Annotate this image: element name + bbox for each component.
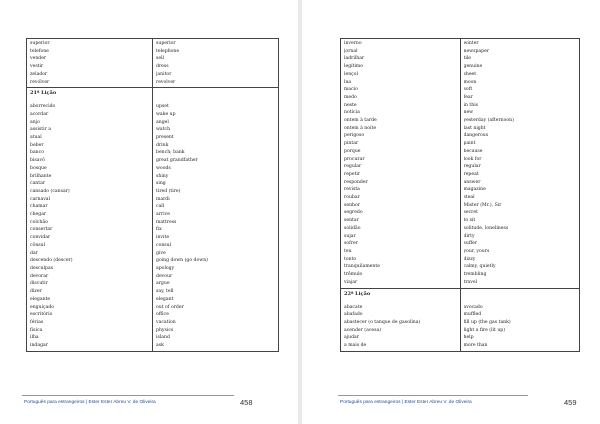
- english-word-list: [156, 103, 275, 350]
- portuguese-word: escritório: [30, 312, 53, 318]
- portuguese-word: assistir a: [30, 127, 51, 133]
- english-word: dirty: [463, 233, 475, 239]
- table-row: [341, 288, 580, 351]
- portuguese-word: enguiçado: [30, 304, 55, 310]
- english-word: soft: [463, 87, 473, 93]
- english-word: say, tell: [156, 289, 174, 295]
- english-word-list: [464, 304, 577, 350]
- footer-divider: [338, 395, 528, 396]
- english-word: answer: [463, 179, 481, 185]
- portuguese-word: jornal: [344, 48, 358, 54]
- page-number: 458: [240, 398, 253, 407]
- portuguese-word: dar: [30, 250, 38, 256]
- portuguese-word: segredo: [344, 210, 363, 216]
- english-word: look for: [463, 156, 482, 162]
- portuguese-word: discutir: [30, 281, 48, 287]
- english-word: regular: [463, 164, 481, 170]
- english-word: call: [156, 204, 165, 210]
- english-word: genuine: [463, 64, 483, 70]
- english-word: muffled: [463, 312, 482, 318]
- portuguese-word: ontem à tarde: [344, 118, 377, 124]
- portuguese-word: anjo: [30, 119, 40, 125]
- portuguese-word: zelador: [30, 71, 48, 77]
- portuguese-word: senhor: [344, 202, 360, 208]
- portuguese-word: abafado: [344, 312, 363, 318]
- english-word: revolver: [156, 79, 176, 85]
- portuguese-word: devorar: [30, 273, 49, 279]
- portuguese-word: férias: [30, 319, 44, 325]
- english-word: out of order: [156, 304, 184, 310]
- english-word: winter: [463, 41, 479, 46]
- vocabulary-table-right: [340, 38, 580, 352]
- portuguese-word-list: [30, 103, 149, 350]
- english-word: sing: [156, 181, 166, 187]
- english-words-cell: [153, 39, 279, 88]
- english-word: ask: [156, 343, 164, 349]
- english-word: apology: [156, 265, 175, 271]
- portuguese-word: viajar: [344, 279, 358, 285]
- portuguese-word: chamar: [30, 204, 48, 210]
- portuguese-word: medo: [344, 94, 357, 100]
- portuguese-word: aborrecido: [30, 104, 56, 110]
- portuguese-word: roubar: [344, 195, 360, 201]
- english-word: island: [156, 335, 170, 341]
- english-word: arrive: [156, 212, 170, 218]
- english-word: great grandfather: [156, 158, 198, 164]
- portuguese-word: revólver: [30, 79, 50, 85]
- portuguese-word: ajudar: [344, 335, 359, 341]
- english-word: fear: [463, 94, 473, 100]
- english-word: physics: [156, 327, 174, 333]
- portuguese-word: sofrer: [344, 241, 358, 247]
- english-word: present: [156, 135, 174, 141]
- portuguese-word: consertar: [30, 227, 53, 233]
- portuguese-word: chegar: [30, 212, 47, 218]
- english-word: trembling: [463, 272, 487, 278]
- english-word: new: [463, 110, 474, 116]
- portuguese-word: desculpas: [30, 265, 54, 271]
- english-word: to sit: [463, 218, 476, 224]
- english-word: light a fire (lit up): [463, 327, 506, 333]
- portuguese-words-cell: [27, 39, 153, 88]
- portuguese-word: elegante: [30, 296, 51, 302]
- english-word: upset: [156, 104, 169, 110]
- portuguese-word: responder: [344, 179, 368, 185]
- english-word: avocado: [463, 304, 483, 310]
- portuguese-word: ladrilhar: [344, 56, 365, 62]
- portuguese-word: revista: [344, 187, 360, 193]
- english-word: dizzy: [463, 256, 476, 262]
- table-row: [341, 39, 580, 289]
- portuguese-word: indagar: [30, 343, 48, 349]
- page-left: [0, 0, 298, 424]
- lesson-cell-english: [153, 88, 279, 352]
- portuguese-word: dizer: [30, 289, 42, 295]
- english-word: argue: [156, 281, 170, 287]
- portuguese-word: superior: [30, 41, 50, 46]
- portuguese-word: lua: [344, 79, 352, 85]
- portuguese-word: trêmulo: [344, 272, 363, 278]
- portuguese-word: física: [30, 327, 43, 333]
- english-words-cell: [460, 39, 580, 289]
- english-word: superior: [156, 41, 176, 46]
- portuguese-word: brilhante: [30, 173, 52, 179]
- english-word: steal: [463, 195, 475, 201]
- portuguese-word: macio: [344, 87, 358, 93]
- footer-text: Português para estrangeiros | Ester Ester Abreu V. de Oliveira: [24, 400, 156, 405]
- portuguese-word: descendo (descer): [30, 258, 73, 264]
- english-word: tired (tire): [156, 188, 181, 194]
- footer-divider: [22, 395, 234, 396]
- english-word: because: [463, 148, 483, 154]
- english-word: wake up: [156, 111, 176, 117]
- portuguese-word-list: [344, 304, 457, 350]
- portuguese-word: ilha: [30, 335, 39, 341]
- english-word: sheet: [463, 71, 477, 77]
- portuguese-word: a mais de: [344, 343, 367, 349]
- lesson-cell-portuguese: [27, 88, 153, 352]
- portuguese-word: atual: [30, 135, 42, 141]
- portuguese-word: ontem à noite: [344, 125, 377, 131]
- page-number: 459: [564, 398, 577, 407]
- lesson-title: 21ª Lição: [30, 90, 57, 97]
- table-row: [27, 39, 279, 88]
- english-word: vacation: [156, 319, 176, 325]
- portuguese-word: carnaval: [30, 196, 51, 202]
- english-word: yesterday (afternoon): [463, 118, 514, 124]
- english-word: consul: [156, 242, 172, 248]
- english-word: drink: [156, 142, 169, 148]
- english-word: elegant: [156, 296, 174, 302]
- english-word: fix: [156, 227, 162, 233]
- portuguese-word: bosque: [30, 165, 47, 171]
- english-word: shiny: [156, 173, 169, 179]
- english-word: office: [156, 312, 169, 318]
- portuguese-word: sujar: [344, 233, 356, 239]
- portuguese-word: colchão: [30, 219, 48, 225]
- portuguese-word: vestir: [30, 64, 44, 70]
- portuguese-word: cansado (cansar): [30, 188, 70, 194]
- lesson-cell-english: [460, 288, 580, 351]
- portuguese-word: perigoso: [344, 133, 365, 139]
- footer-text: Português para estrangeiros | Ester Ester Abreu V. de Oliveira: [340, 400, 472, 405]
- english-word: going down (go down): [156, 258, 208, 264]
- portuguese-word: acender (acesa): [344, 327, 382, 333]
- portuguese-word: solidão: [344, 225, 361, 231]
- portuguese-word: vender: [30, 56, 47, 62]
- portuguese-word: convidar: [30, 235, 51, 241]
- english-word: Mister (Mr.), Sir: [463, 202, 502, 208]
- english-word: woods: [156, 165, 171, 171]
- english-word: moon: [463, 79, 477, 85]
- portuguese-word: abacate: [344, 304, 363, 310]
- portuguese-word: lençol: [344, 71, 358, 77]
- portuguese-word: teu: [344, 248, 352, 254]
- english-word: fill up (the gas tank): [463, 319, 511, 325]
- vocabulary-table-left: [26, 38, 279, 352]
- portuguese-word: cantar: [30, 181, 46, 187]
- english-word: help: [463, 335, 474, 341]
- english-word: paint: [463, 141, 476, 147]
- english-word: solitude, loneliness: [463, 225, 509, 231]
- english-word: your, yours: [463, 248, 490, 254]
- lesson-cell-portuguese: [341, 288, 461, 351]
- english-word: suffer: [463, 241, 477, 247]
- portuguese-word: inverno: [344, 41, 362, 46]
- english-word: sell: [156, 56, 165, 62]
- portuguese-word: banco: [30, 150, 44, 156]
- portuguese-word: repetir: [344, 171, 361, 177]
- page-right: [302, 0, 600, 424]
- portuguese-word: tranquilamente: [344, 264, 380, 270]
- english-word: secret: [463, 210, 478, 216]
- english-word: more than: [463, 343, 488, 349]
- english-word: tile: [463, 56, 472, 62]
- english-word: last night: [463, 125, 486, 131]
- english-word: devour: [156, 273, 173, 279]
- english-word: invite: [156, 235, 170, 241]
- english-word: janitor: [156, 71, 172, 77]
- portuguese-word: cônsul: [30, 242, 46, 248]
- english-word: in this: [463, 102, 479, 108]
- table-row: [27, 88, 279, 352]
- portuguese-words-cell: [341, 39, 461, 289]
- portuguese-word: acordar: [30, 111, 49, 117]
- portuguese-word: regular: [344, 164, 362, 170]
- english-word: angel: [156, 119, 169, 125]
- portuguese-word: neste: [344, 102, 357, 108]
- english-word: dress: [156, 64, 169, 70]
- portuguese-word: legítimo: [344, 64, 364, 70]
- english-word: newspaper: [463, 48, 490, 54]
- english-word: repeat: [463, 171, 479, 177]
- english-word: bench; bank: [156, 150, 185, 156]
- english-word: watch: [156, 127, 171, 133]
- english-word: dangerous: [463, 133, 489, 139]
- english-word: travel: [463, 279, 478, 285]
- english-word: mardi: [156, 196, 170, 202]
- portuguese-word: pintar: [344, 141, 359, 147]
- portuguese-word: beber: [30, 142, 44, 148]
- english-word: calmy, quietly: [463, 264, 496, 270]
- portuguese-word: abastecer (o tanque de gasolina): [344, 319, 421, 325]
- portuguese-word: sentar: [344, 218, 359, 224]
- portuguese-word: porque: [344, 148, 361, 154]
- english-word: give: [156, 250, 166, 256]
- english-word: magazine: [463, 187, 486, 193]
- portuguese-word: telefone: [30, 48, 49, 54]
- portuguese-word: procurar: [344, 156, 365, 162]
- portuguese-word: tonto: [344, 256, 357, 262]
- portuguese-word: bisavô: [30, 158, 45, 164]
- lesson-title: 22ª Lição: [344, 290, 371, 297]
- english-word: mattress: [156, 219, 177, 225]
- portuguese-word: notícia: [344, 110, 360, 116]
- english-word: telephone: [156, 48, 180, 54]
